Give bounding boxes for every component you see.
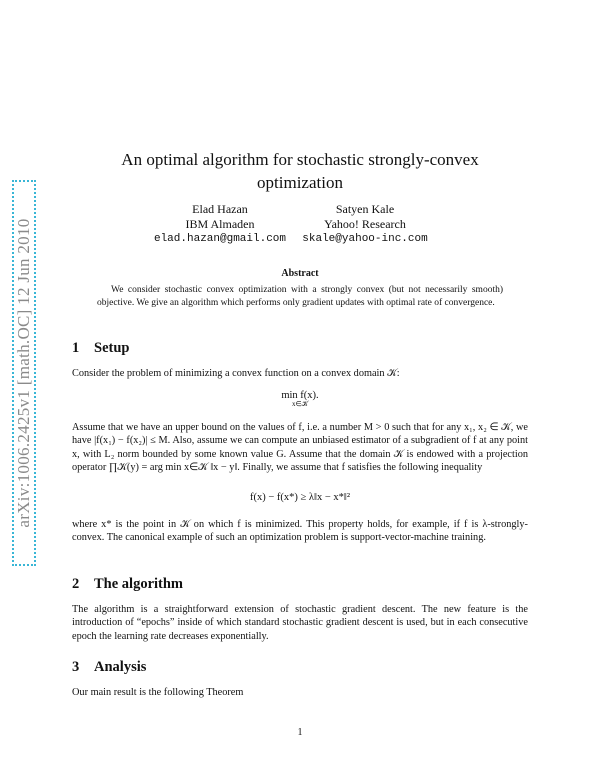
author-email[interactable]: skale@yahoo-inc.com [302, 233, 428, 245]
paper-title: An optimal algorithm for stochastic strongly-convex optimization [121, 150, 479, 192]
author-name: Satyen Kale [335, 202, 395, 216]
equation-min-main: min f(x). [281, 390, 319, 401]
author-block-2 [280, 202, 450, 247]
analysis-paragraph: Our main result is the following Theorem [72, 687, 244, 698]
author-affiliation: IBM Almaden [185, 217, 255, 231]
author-name: Elad Hazan [192, 202, 248, 216]
section-heading-setup [72, 340, 129, 357]
arxiv-stamp-text: arXiv:1006.2425v1 [math.OC] 12 Jun 2010 [14, 218, 33, 528]
section-title: Setup [94, 340, 130, 356]
arxiv-stamp[interactable] [12, 180, 36, 566]
section-title: Analysis [94, 659, 147, 675]
setup-paragraph-2: Assume that we have an upper bound on the values of f, i.e. a number M > 0 such that for any x₁, x₂ ∈ 𝒦, we have |f(x₁) − f(x₂)| ≤ M. Also, assume we can compute an unbiased estimator of a subgradient of f at any point x, with L₂ norm bounded by some known value G. Assume that the domain 𝒦 is endowed with a projection operator ∏𝒦(y) = arg min x∈𝒦 ‖x − y‖. Finally, we assume that f satisfies the following inequality [72, 422, 528, 474]
section-number: 3 [72, 659, 80, 675]
author-email[interactable]: elad.hazan@gmail.com [153, 233, 287, 245]
section-title: The algorithm [94, 576, 184, 592]
page-number: 1 [297, 727, 303, 738]
setup-paragraph-1: Consider the problem of minimizing a convex function on a convex domain 𝒦: [72, 368, 400, 379]
algorithm-paragraph: The algorithm is a straightforward extension of stochastic gradient descent. The new feature is the introduction of “epochs” inside of which standard stochastic gradient descent is used, but in each consecutive epoch the learning rate decreases exponentially. [72, 604, 528, 642]
equation-strong-convexity: f(x) − f(x*) ≥ λ‖x − x*‖² [250, 492, 350, 503]
setup-paragraph-3: where x* is the point in 𝒦 on which f is minimized. This property holds, for example, if f is λ-strongly-convex. The canonical example of such an optimization problem is support-vector-machine training. [72, 519, 528, 544]
section-heading-algorithm [72, 576, 183, 593]
equation-min-subscript: x∈𝒦 [291, 400, 309, 408]
section-number: 1 [72, 340, 80, 356]
section-heading-analysis [72, 659, 146, 676]
abstract-heading: Abstract [281, 268, 319, 279]
author-affiliation: Yahoo! Research [324, 217, 406, 231]
equation-min [0, 390, 600, 409]
abstract-text: We consider stochastic convex optimization with a strongly convex (but not necessarily smooth) objective. We give an algorithm which performs only gradient updates with optimal rate of convergence. [97, 285, 503, 308]
section-number: 2 [72, 576, 80, 592]
